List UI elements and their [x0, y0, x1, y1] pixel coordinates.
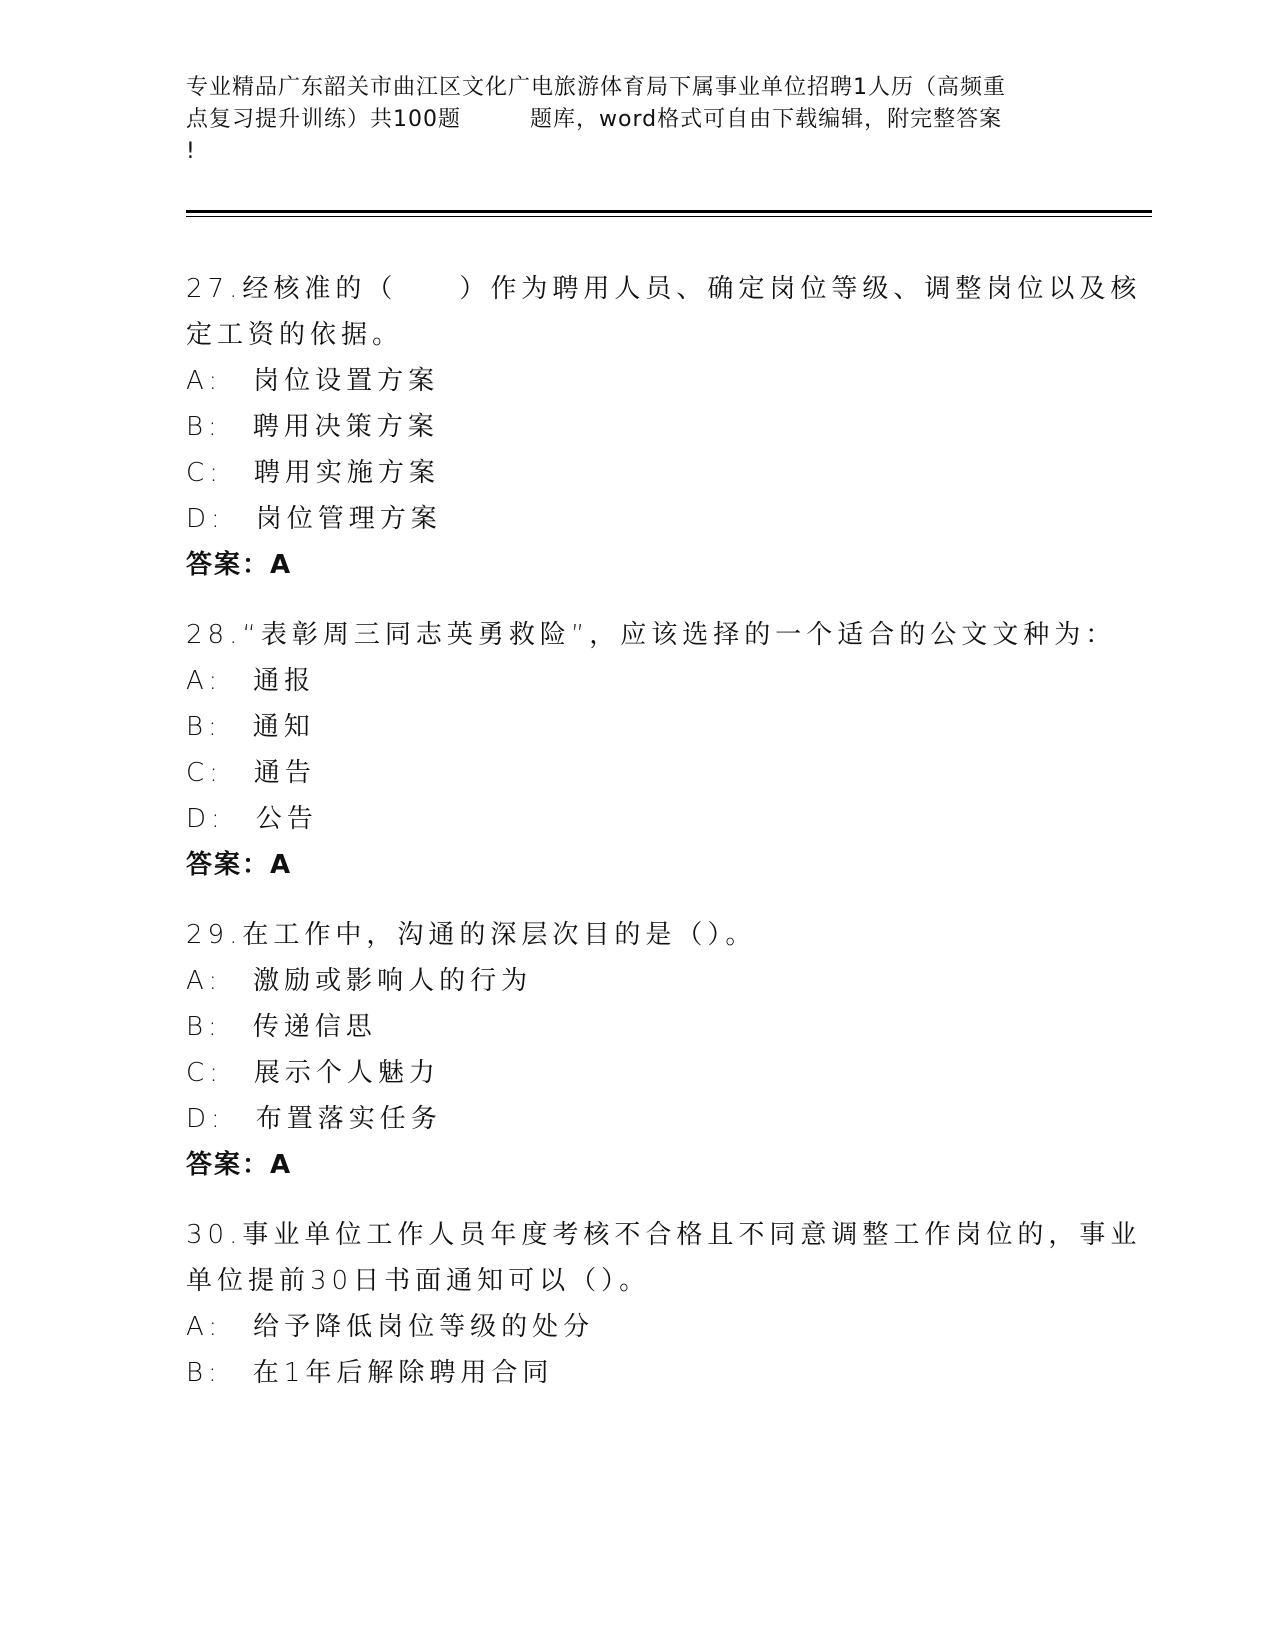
option-d: D: 岗位管理方案 — [186, 504, 442, 534]
option-b: B: 聘用决策方案 — [186, 412, 439, 442]
option-b: B: 传递信思 — [186, 1012, 377, 1042]
header-line-1: 专业精品广东韶关市曲江区文化广电旅游体育局下属事业单位招聘1人历（高频重 — [186, 75, 1006, 100]
question-27 — [186, 266, 1142, 588]
question-stem: 29.在工作中，沟通的深层次目的是（）。 — [186, 920, 757, 950]
header-line-2: 点复习提升训练）共100题 题库，word格式可自由下载编辑，附完整答案 — [186, 107, 1003, 132]
answer: 答案：A — [186, 850, 293, 880]
option-a: A: 给予降低岗位等级的处分 — [186, 1312, 595, 1342]
answer: 答案：A — [186, 1150, 293, 1180]
answer: 答案：A — [186, 550, 293, 580]
option-d: D: 公告 — [186, 804, 318, 834]
question-stem: 30.事业单位工作人员年度考核不合格且不同意调整工作岗位的，事业 — [186, 1220, 1142, 1250]
option-b: B: 在1年后解除聘用合同 — [186, 1358, 554, 1388]
header-divider — [186, 210, 1152, 213]
option-b: B: 通知 — [186, 712, 315, 742]
question-stem: 定工资的依据。 — [186, 320, 404, 350]
option-d: D: 布置落实任务 — [186, 1104, 442, 1134]
option-a: A: 通报 — [186, 666, 316, 696]
document-header — [186, 72, 1086, 168]
question-29 — [186, 912, 1086, 1188]
question-list — [186, 266, 1142, 1420]
header-divider-thin — [186, 216, 1152, 217]
option-a: A: 激励或影响人的行为 — [186, 966, 533, 996]
question-stem: 单位提前30日书面通知可以（）。 — [186, 1266, 651, 1296]
option-c: C: 通告 — [186, 758, 316, 788]
header-line-3: ! — [186, 139, 196, 164]
option-c: C: 聘用实施方案 — [186, 458, 440, 488]
option-c: C: 展示个人魅力 — [186, 1058, 440, 1088]
option-a: A: 岗位设置方案 — [186, 366, 440, 396]
question-stem: 27.经核准的（ ）作为聘用人员、确定岗位等级、调整岗位以及核 — [186, 274, 1142, 304]
question-30 — [186, 1212, 1142, 1396]
question-stem: 28.“表彰周三同志英勇救险”，应该选择的一个适合的公文文种为： — [186, 620, 1117, 650]
question-28 — [186, 612, 1117, 888]
